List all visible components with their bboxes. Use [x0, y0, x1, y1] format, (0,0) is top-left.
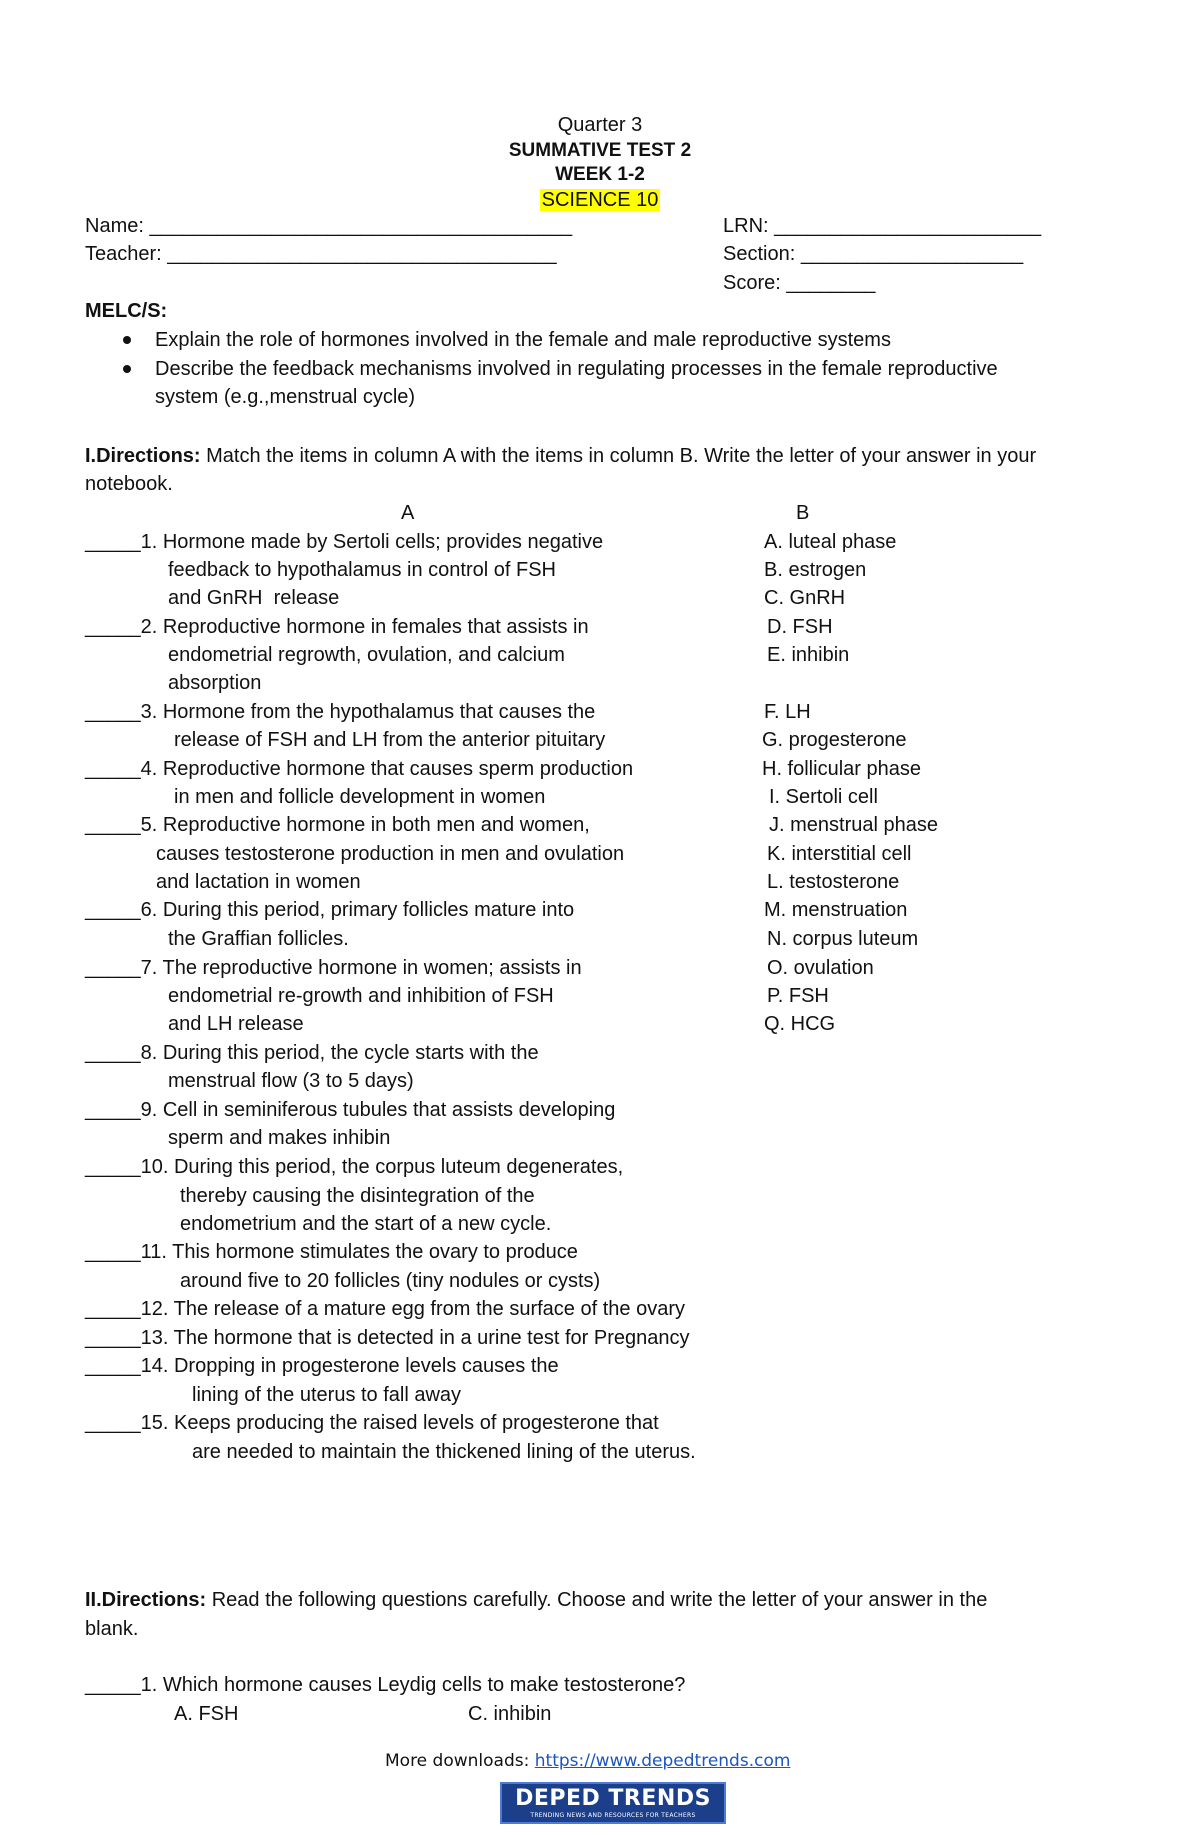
question-line: menstrual flow (3 to 5 days) — [168, 1070, 414, 1092]
question-line: _____10. During this period, the corpus luteum degenerates, — [85, 1156, 624, 1178]
section-field: Section: ____________________ — [723, 243, 1024, 265]
footer-downloads — [385, 1749, 790, 1773]
column-b-header: B — [796, 502, 810, 524]
part2-question: _____1. Which hormone causes Leydig cells to make testosterone? — [85, 1674, 686, 1696]
melc-item-continuation: system (e.g.,menstrual cycle) — [155, 386, 416, 408]
question-line: _____15. Keeps producing the raised levels of progesterone that — [85, 1412, 659, 1434]
answer-choice: C. GnRH — [764, 587, 846, 609]
answer-choice: I. Sertoli cell — [769, 786, 878, 808]
lrn-field: LRN: ________________________ — [723, 215, 1042, 237]
part1-text-continuation: notebook. — [85, 473, 173, 495]
answer-choice: Q. HCG — [764, 1013, 836, 1035]
score-field: Score: ________ — [723, 272, 876, 294]
answer-choice: L. testosterone — [767, 871, 900, 893]
question-line: _____5. Reproductive hormone in both men and women, — [85, 814, 590, 836]
answer-choice: D. FSH — [767, 616, 833, 638]
question-line: lining of the uterus to fall away — [192, 1384, 462, 1406]
part2-choice-c: C. inhibin — [468, 1703, 552, 1725]
question-line: endometrial regrowth, ovulation, and calcium — [168, 644, 565, 666]
question-line: endometrial re-growth and inhibition of FSH — [168, 985, 554, 1007]
name-field: Name: ______________________________________ — [85, 215, 573, 237]
question-line: in men and follicle development in women — [174, 786, 546, 808]
question-line: _____1. Hormone made by Sertoli cells; provides negative — [85, 531, 604, 553]
teacher-field: Teacher: ___________________________________ — [85, 243, 557, 265]
question-line: release of FSH and LH from the anterior pituitary — [174, 729, 606, 751]
question-line: _____13. The hormone that is detected in a urine test for Pregnancy — [85, 1327, 690, 1349]
question-line: the Graffian follicles. — [168, 928, 349, 950]
answer-choice: N. corpus luteum — [767, 928, 919, 950]
week-label: WEEK 1-2 — [555, 164, 645, 185]
answer-choice: M. menstruation — [764, 899, 908, 921]
answer-choice: P. FSH — [767, 985, 829, 1007]
bullet-icon — [123, 336, 131, 344]
question-line: _____8. During this period, the cycle starts with the — [85, 1042, 539, 1064]
answer-choice: G. progesterone — [762, 729, 907, 751]
logo-text: DEPED TRENDS — [515, 1786, 711, 1811]
question-line: causes testosterone production in men and ovulation — [156, 843, 625, 865]
question-line: _____4. Reproductive hormone that causes sperm production — [85, 758, 634, 780]
answer-choice: K. interstitial cell — [767, 843, 912, 865]
answer-choice: F. LH — [764, 701, 811, 723]
question-line: _____14. Dropping in progesterone levels causes the — [85, 1355, 559, 1377]
subject-highlight: SCIENCE 10 — [541, 189, 659, 211]
subject-label — [0, 188, 1200, 212]
question-line: and LH release — [168, 1013, 304, 1035]
answer-choice: J. menstrual phase — [769, 814, 938, 836]
part2-choice-a: A. FSH — [174, 1703, 239, 1725]
part1-text: Match the items in column A with the items in column B. Write the letter of your answer in your — [200, 445, 1037, 467]
question-line: thereby causing the disintegration of the — [180, 1185, 535, 1207]
question-line: around five to 20 follicles (tiny nodules or cysts) — [180, 1270, 601, 1292]
question-line: sperm and makes inhibin — [168, 1127, 391, 1149]
melc-item: Describe the feedback mechanisms involved in regulating processes in the female reproductive — [155, 358, 998, 380]
quarter-label: Quarter 3 — [557, 114, 643, 136]
answer-choice: B. estrogen — [764, 559, 867, 581]
part2-label: II.Directions: — [85, 1589, 207, 1611]
footer-link[interactable]: https://www.depedtrends.com — [534, 1751, 791, 1771]
answer-choice: H. follicular phase — [762, 758, 921, 780]
question-line: _____11. This hormone stimulates the ovary to produce — [85, 1241, 578, 1263]
question-line: and GnRH release — [168, 587, 340, 609]
melc-item: Explain the role of hormones involved in the female and male reproductive systems — [155, 329, 891, 351]
question-line: _____9. Cell in seminiferous tubules that assists developing — [85, 1099, 616, 1121]
question-line: and lactation in women — [156, 871, 361, 893]
melc-label: MELC/S: — [85, 300, 168, 322]
question-line: _____3. Hormone from the hypothalamus that causes the — [85, 701, 596, 723]
column-a-header: A — [401, 502, 415, 524]
part1-label: I.Directions: — [85, 445, 201, 467]
question-line: _____6. During this period, primary follicles mature into — [85, 899, 575, 921]
question-line: _____7. The reproductive hormone in women; assists in — [85, 957, 582, 979]
logo-tagline: TRENDING NEWS AND RESOURCES FOR TEACHERS — [530, 1812, 696, 1819]
answer-choice: A. luteal phase — [764, 531, 897, 553]
part1-directions — [85, 444, 1036, 468]
bullet-icon — [123, 365, 131, 373]
test-title: SUMMATIVE TEST 2 — [508, 140, 692, 161]
answer-choice: E. inhibin — [767, 644, 850, 666]
part2-text: Read the following questions carefully. Choose and write the letter of your answer in the — [206, 1589, 988, 1611]
question-line: _____2. Reproductive hormone in females that assists in — [85, 616, 589, 638]
part2-directions — [85, 1588, 987, 1612]
part2-text-continuation: blank. — [85, 1618, 139, 1640]
answer-choice: O. ovulation — [767, 957, 874, 979]
question-line: feedback to hypothalamus in control of FSH — [168, 559, 556, 581]
question-line: are needed to maintain the thickened lining of the uterus. — [192, 1441, 696, 1463]
deped-trends-logo — [500, 1782, 726, 1824]
footer-label: More downloads: — [385, 1751, 535, 1771]
question-line: endometrium and the start of a new cycle. — [180, 1213, 552, 1235]
question-line: absorption — [168, 672, 262, 694]
question-line: _____12. The release of a mature egg from the surface of the ovary — [85, 1298, 685, 1320]
